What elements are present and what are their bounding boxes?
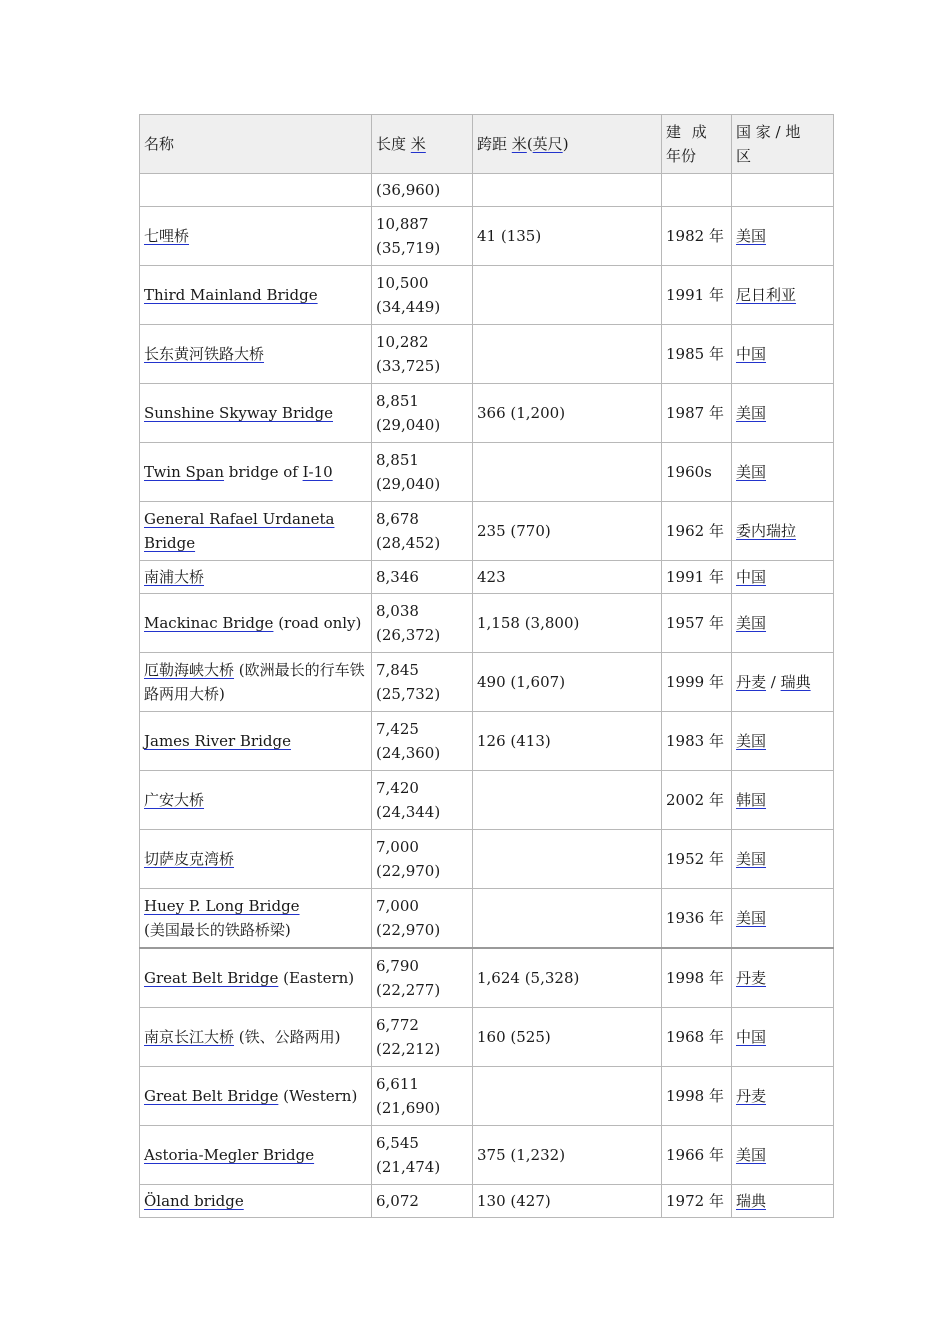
length-meters: 7,425 bbox=[376, 720, 419, 738]
span-value: 41 (135) bbox=[477, 227, 542, 245]
header-span-label: 跨距 bbox=[477, 135, 508, 153]
country-cell bbox=[732, 1008, 834, 1067]
year-value: 1952 年 bbox=[666, 850, 724, 868]
country-link[interactable]: 中国 bbox=[736, 345, 767, 363]
year-value: 1982 年 bbox=[666, 227, 724, 245]
table-row bbox=[140, 653, 834, 712]
length-feet: (26,372) bbox=[376, 626, 441, 644]
year-cell bbox=[662, 1126, 732, 1185]
span-value: 423 bbox=[477, 568, 506, 586]
country-cell bbox=[732, 948, 834, 1008]
year-cell bbox=[662, 325, 732, 384]
year-value: 1985 年 bbox=[666, 345, 724, 363]
country-separator: / bbox=[766, 673, 781, 691]
bridge-name-cell bbox=[140, 771, 372, 830]
year-cell bbox=[662, 712, 732, 771]
country-link[interactable]: 美国 bbox=[736, 614, 767, 632]
table-row bbox=[140, 1185, 834, 1218]
span-cell bbox=[473, 594, 662, 653]
length-meters: 7,000 bbox=[376, 838, 419, 856]
header-name bbox=[140, 115, 372, 174]
country-cell bbox=[732, 889, 834, 949]
length-meters: 6,545 bbox=[376, 1134, 419, 1152]
bridge-name-note: (美国最长的铁路桥梁) bbox=[144, 921, 291, 939]
country-link[interactable]: 美国 bbox=[736, 227, 767, 245]
table-row bbox=[140, 1008, 834, 1067]
table-row bbox=[140, 1067, 834, 1126]
header-year-line2: 年份 bbox=[666, 147, 697, 165]
country-cell bbox=[732, 207, 834, 266]
header-row bbox=[140, 115, 834, 174]
span-value: 130 (427) bbox=[477, 1192, 551, 1210]
bridge-name-link[interactable]: I-10 bbox=[302, 463, 333, 481]
length-feet: (33,725) bbox=[376, 357, 441, 375]
country-link[interactable]: 中国 bbox=[736, 568, 767, 586]
span-value: 366 (1,200) bbox=[477, 404, 566, 422]
country-cell bbox=[732, 712, 834, 771]
length-feet: (34,449) bbox=[376, 298, 441, 316]
length-cell bbox=[372, 502, 473, 561]
year-value: 1998 年 bbox=[666, 1087, 724, 1105]
bridge-name-cell bbox=[140, 653, 372, 712]
country-cell bbox=[732, 830, 834, 889]
length-cell bbox=[372, 325, 473, 384]
year-value: 1991 年 bbox=[666, 286, 724, 304]
span-cell bbox=[473, 1185, 662, 1218]
table-row bbox=[140, 207, 834, 266]
length-unit-link[interactable]: 米 bbox=[410, 135, 426, 153]
year-cell bbox=[662, 594, 732, 653]
bridge-name-cell bbox=[140, 207, 372, 266]
length-feet: (22,212) bbox=[376, 1040, 441, 1058]
year-value: 1968 年 bbox=[666, 1028, 724, 1046]
year-cell bbox=[662, 653, 732, 712]
bridge-name-cell bbox=[140, 889, 372, 949]
length-meters: 8,851 bbox=[376, 392, 419, 410]
country-link[interactable]: 丹麦 bbox=[736, 673, 767, 691]
bridge-name-note: (Western) bbox=[278, 1087, 358, 1105]
span-cell bbox=[473, 502, 662, 561]
bridge-name-link[interactable]: Öland bridge bbox=[144, 1192, 244, 1210]
year-value: 1998 年 bbox=[666, 969, 724, 987]
table-row bbox=[140, 712, 834, 771]
year-value: 1957 年 bbox=[666, 614, 724, 632]
table-row bbox=[140, 266, 834, 325]
country-cell bbox=[732, 1185, 834, 1218]
bridge-name-cell bbox=[140, 594, 372, 653]
span-cell bbox=[473, 1008, 662, 1067]
length-feet: (24,344) bbox=[376, 803, 441, 821]
bridge-name-cell bbox=[140, 1126, 372, 1185]
span-value: 375 (1,232) bbox=[477, 1146, 566, 1164]
year-value: 1966 年 bbox=[666, 1146, 724, 1164]
length-meters: 10,282 bbox=[376, 333, 429, 351]
bridge-name-link[interactable]: Third Mainland Bridge bbox=[144, 286, 318, 304]
span-cell bbox=[473, 712, 662, 771]
year-cell bbox=[662, 207, 732, 266]
bridge-name-link[interactable]: Great Belt Bridge bbox=[144, 969, 279, 987]
length-cell bbox=[372, 948, 473, 1008]
year-cell bbox=[662, 561, 732, 594]
year-value: 1962 年 bbox=[666, 522, 724, 540]
table-row bbox=[140, 1126, 834, 1185]
table-row bbox=[140, 948, 834, 1008]
length-feet: (25,732) bbox=[376, 685, 441, 703]
span-unit-ft-link[interactable]: 英尺 bbox=[532, 135, 563, 153]
year-value: 1972 年 bbox=[666, 1192, 724, 1210]
span-cell bbox=[473, 830, 662, 889]
span-cell bbox=[473, 1067, 662, 1126]
country-link[interactable]: 丹麦 bbox=[736, 1087, 767, 1105]
length-feet: (35,719) bbox=[376, 239, 441, 257]
length-cell bbox=[372, 561, 473, 594]
bridge-name-link[interactable]: Huey P. Long Bridge bbox=[144, 897, 300, 915]
length-feet: (36,960) bbox=[376, 181, 441, 199]
header-year-line1: 建 成 bbox=[666, 123, 710, 141]
length-cell bbox=[372, 712, 473, 771]
country-link[interactable]: 美国 bbox=[736, 850, 767, 868]
table-row bbox=[140, 889, 834, 949]
length-meters: 7,845 bbox=[376, 661, 419, 679]
bridge-name-link[interactable]: 南浦大桥 bbox=[144, 568, 205, 586]
span-cell bbox=[473, 771, 662, 830]
country-cell bbox=[732, 1067, 834, 1126]
span-cell bbox=[473, 1126, 662, 1185]
length-meters: 6,072 bbox=[376, 1192, 419, 1210]
year-value: 2002 年 bbox=[666, 791, 724, 809]
span-cell bbox=[473, 889, 662, 949]
bridge-name-link[interactable]: 南京长江大桥 bbox=[144, 1028, 235, 1046]
country-cell bbox=[732, 325, 834, 384]
table-row bbox=[140, 830, 834, 889]
header-country-line2: 区 bbox=[736, 147, 752, 165]
year-value: 1987 年 bbox=[666, 404, 724, 422]
year-value: 1999 年 bbox=[666, 673, 724, 691]
bridge-name-cell bbox=[140, 266, 372, 325]
country-link[interactable]: 韩国 bbox=[736, 791, 767, 809]
header-span: 跨距 米(英尺) bbox=[473, 115, 662, 174]
country-cell bbox=[732, 266, 834, 325]
length-meters: 10,887 bbox=[376, 215, 429, 233]
year-cell bbox=[662, 1185, 732, 1218]
bridge-name-link[interactable]: Twin Span bbox=[144, 463, 225, 481]
bridge-name-link[interactable]: 厄勒海峡大桥 bbox=[144, 661, 235, 679]
span-cell bbox=[473, 207, 662, 266]
bridge-name-cell bbox=[140, 325, 372, 384]
bridge-name-link[interactable]: Astoria-Megler Bridge bbox=[144, 1146, 315, 1164]
length-cell bbox=[372, 653, 473, 712]
length-meters: 10,500 bbox=[376, 274, 429, 292]
span-cell bbox=[473, 325, 662, 384]
country-cell bbox=[732, 174, 834, 207]
span-cell bbox=[473, 384, 662, 443]
length-cell bbox=[372, 771, 473, 830]
bridge-name-link[interactable]: 广安大桥 bbox=[144, 791, 205, 809]
year-cell bbox=[662, 443, 732, 502]
table-row bbox=[140, 325, 834, 384]
table-row bbox=[140, 771, 834, 830]
span-unit-m-link[interactable]: 米 bbox=[511, 135, 527, 153]
length-feet: (22,970) bbox=[376, 921, 441, 939]
length-cell bbox=[372, 1067, 473, 1126]
span-cell bbox=[473, 443, 662, 502]
bridge-table bbox=[139, 114, 834, 1218]
country-link[interactable]: 美国 bbox=[736, 463, 767, 481]
year-value: 1960s bbox=[666, 463, 712, 481]
country-cell bbox=[732, 653, 834, 712]
length-meters: 7,000 bbox=[376, 897, 419, 915]
bridge-name-cell bbox=[140, 948, 372, 1008]
year-value: 1991 年 bbox=[666, 568, 724, 586]
bridge-name-note: (Eastern) bbox=[278, 969, 355, 987]
country-link[interactable]: 美国 bbox=[736, 404, 767, 422]
bridge-name-note: (铁、公路两用) bbox=[234, 1028, 341, 1046]
bridge-name-link[interactable]: James River Bridge bbox=[144, 732, 291, 750]
header-name-label: 名称 bbox=[144, 135, 175, 153]
bridge-name-note: (road only) bbox=[273, 614, 362, 632]
header-country-line1: 国 家 / 地 bbox=[736, 123, 801, 141]
length-feet: (21,690) bbox=[376, 1099, 441, 1117]
bridge-name-link[interactable]: 七哩桥 bbox=[144, 227, 190, 245]
country-link[interactable]: 丹麦 bbox=[736, 969, 767, 987]
year-cell bbox=[662, 502, 732, 561]
length-meters: 8,346 bbox=[376, 568, 419, 586]
length-meters: 8,678 bbox=[376, 510, 419, 528]
span-cell bbox=[473, 948, 662, 1008]
length-cell bbox=[372, 384, 473, 443]
span-cell bbox=[473, 174, 662, 207]
length-cell bbox=[372, 1008, 473, 1067]
length-cell bbox=[372, 1126, 473, 1185]
bridge-name-cell bbox=[140, 1067, 372, 1126]
length-cell bbox=[372, 594, 473, 653]
country-link[interactable]: 瑞典 bbox=[736, 1192, 767, 1210]
span-value: 235 (770) bbox=[477, 522, 551, 540]
year-value: 1983 年 bbox=[666, 732, 724, 750]
span-value: 126 (413) bbox=[477, 732, 551, 750]
length-cell bbox=[372, 1185, 473, 1218]
country-cell bbox=[732, 443, 834, 502]
year-cell bbox=[662, 1008, 732, 1067]
country-link[interactable]: 中国 bbox=[736, 1028, 767, 1046]
length-feet: (29,040) bbox=[376, 416, 441, 434]
length-meters: 7,420 bbox=[376, 779, 419, 797]
length-cell bbox=[372, 266, 473, 325]
length-cell bbox=[372, 174, 473, 207]
span-value: 1,624 (5,328) bbox=[477, 969, 580, 987]
header-length-label: 长度 bbox=[376, 135, 407, 153]
table-header bbox=[140, 115, 834, 174]
year-value: 1936 年 bbox=[666, 909, 724, 927]
length-cell bbox=[372, 443, 473, 502]
bridge-name-link[interactable]: 切萨皮克湾桥 bbox=[144, 850, 235, 868]
table-row bbox=[140, 502, 834, 561]
length-cell bbox=[372, 207, 473, 266]
year-cell bbox=[662, 174, 732, 207]
country-link[interactable]: 美国 bbox=[736, 732, 767, 750]
length-feet: (22,277) bbox=[376, 981, 441, 999]
country-cell bbox=[732, 384, 834, 443]
length-feet: (24,360) bbox=[376, 744, 441, 762]
span-value: 1,158 (3,800) bbox=[477, 614, 580, 632]
table-body bbox=[140, 174, 834, 1218]
bridge-name-cell bbox=[140, 1185, 372, 1218]
span-value: 160 (525) bbox=[477, 1028, 551, 1046]
bridge-name-link[interactable]: Great Belt Bridge bbox=[144, 1087, 279, 1105]
span-cell bbox=[473, 266, 662, 325]
year-cell bbox=[662, 1067, 732, 1126]
span-value: 490 (1,607) bbox=[477, 673, 566, 691]
country-cell bbox=[732, 561, 834, 594]
year-cell bbox=[662, 948, 732, 1008]
table-row bbox=[140, 174, 834, 207]
year-cell bbox=[662, 889, 732, 949]
length-feet: (22,970) bbox=[376, 862, 441, 880]
length-cell bbox=[372, 889, 473, 949]
length-meters: 6,772 bbox=[376, 1016, 419, 1034]
table-row bbox=[140, 561, 834, 594]
length-meters: 6,611 bbox=[376, 1075, 419, 1093]
bridge-name-cell bbox=[140, 561, 372, 594]
length-cell bbox=[372, 830, 473, 889]
year-cell bbox=[662, 771, 732, 830]
table-row bbox=[140, 594, 834, 653]
length-feet: (28,452) bbox=[376, 534, 441, 552]
length-meters: 8,851 bbox=[376, 451, 419, 469]
country-link[interactable]: 美国 bbox=[736, 1146, 767, 1164]
bridge-name-cell bbox=[140, 1008, 372, 1067]
country-link[interactable]: 瑞典 bbox=[780, 673, 811, 691]
country-cell bbox=[732, 594, 834, 653]
bridge-name-cell bbox=[140, 443, 372, 502]
country-link[interactable]: 尼日利亚 bbox=[736, 286, 797, 304]
bridge-name-link[interactable]: General Rafael Urdaneta Bridge bbox=[144, 510, 335, 552]
bridge-name-note: (欧洲最长的行车铁路两用大桥) bbox=[144, 661, 365, 703]
span-cell bbox=[473, 653, 662, 712]
country-link[interactable]: 美国 bbox=[736, 909, 767, 927]
bridge-name-link[interactable]: Sunshine Skyway Bridge bbox=[144, 404, 333, 422]
bridge-name-cell bbox=[140, 502, 372, 561]
header-country bbox=[732, 115, 834, 174]
country-cell bbox=[732, 771, 834, 830]
bridge-name-link[interactable]: Mackinac Bridge bbox=[144, 614, 274, 632]
length-meters: 8,038 bbox=[376, 602, 419, 620]
bridge-name-cell bbox=[140, 384, 372, 443]
span-cell bbox=[473, 561, 662, 594]
country-cell bbox=[732, 1126, 834, 1185]
year-cell bbox=[662, 384, 732, 443]
bridge-name-note: bridge of bbox=[224, 463, 303, 481]
country-link[interactable]: 委内瑞拉 bbox=[736, 522, 797, 540]
bridge-name-cell bbox=[140, 830, 372, 889]
bridge-name-link[interactable]: 长东黄河铁路大桥 bbox=[144, 345, 265, 363]
length-meters: 6,790 bbox=[376, 957, 419, 975]
bridge-name-cell bbox=[140, 712, 372, 771]
table-row bbox=[140, 384, 834, 443]
header-year bbox=[662, 115, 732, 174]
bridge-name-cell bbox=[140, 174, 372, 207]
table-row bbox=[140, 443, 834, 502]
year-cell bbox=[662, 266, 732, 325]
country-cell bbox=[732, 502, 834, 561]
year-cell bbox=[662, 830, 732, 889]
length-feet: (21,474) bbox=[376, 1158, 441, 1176]
length-feet: (29,040) bbox=[376, 475, 441, 493]
header-length bbox=[372, 115, 473, 174]
